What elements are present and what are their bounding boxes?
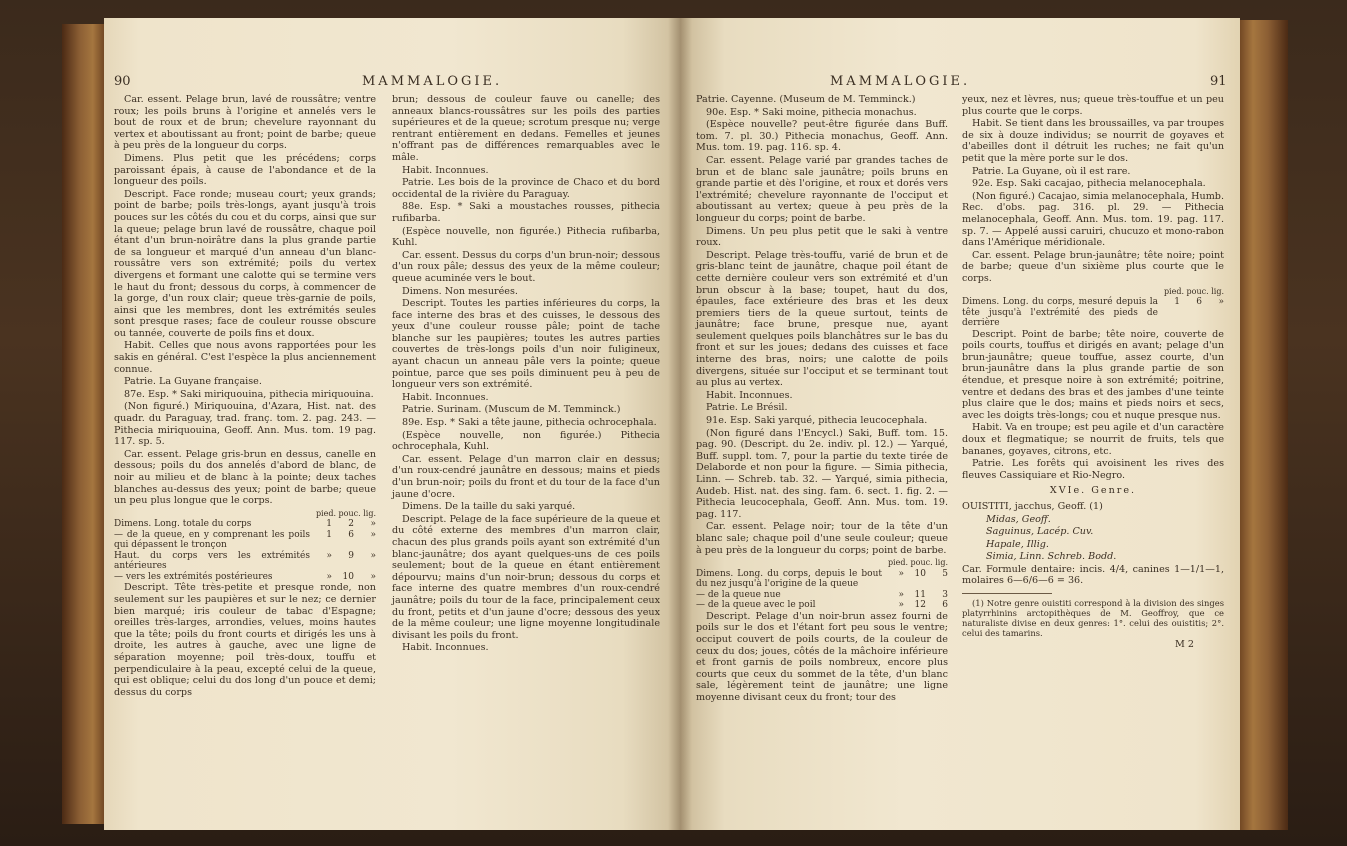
paragraph: (Non figuré.) Cacajao, simia melanocephala, Humb. Rec. d'obs. pag. 316. pl. 29. — Pithecia melanocephala, Geoff. Ann. Mus. tom. 19. pag. 117. sp. 7. — Appelé aussi caruiri, chucuzo et mono-rabon dans l'Amérique méridionale. xyxy=(962,190,1224,249)
paragraph: Habit. Inconnues. xyxy=(402,391,489,403)
measurement-row: Dimens. Long. du corps, mesuré depuis la tête jusqu'à l'extrémité des pieds de derrière 1 6 » xyxy=(962,297,1224,329)
paragraph: Descript. Pelage de la face supérieure de la queue et du côté externe des membres d'un marron clair, chacun des plus grands poils ayant son extrémité d'un blanc-jaunâtre; dos ayant quelques-uns de ces poils seulement; bout de la queue en étant entièrement dépourvu; mains d'un noir-brun; dessous du corps et face interne des quatre membres d'un roux-cendré jaunâtre; poils du tour de la face, principalement ceux du front, petits et d'un jaune d'ocre; dessous des yeux de la même couleur; une ligne moyenne longitudinale divisant les poils du front. xyxy=(392,513,660,641)
paragraph: Habit. Inconnues. xyxy=(402,642,489,654)
paragraph: Dimens. Non mesurées. xyxy=(402,285,518,297)
left-book-cover-edge xyxy=(62,24,106,824)
dental-formula: Car. Formule dentaire: incis. 4/4, canines 1—1/1—1, molaires 6—6/6—6 = 36. xyxy=(962,563,1224,587)
genus-name: OUISTITI, jacchus, Geoff. (1) xyxy=(962,500,1103,512)
species-heading: 90e. Esp. * Saki moine, pithecia monachus. xyxy=(706,106,917,118)
paragraph: Habit. Inconnues. xyxy=(402,164,489,176)
genus-synonym: Hapale, Illig. xyxy=(986,538,1049,550)
measure-units-header: pied. pouc. lig. xyxy=(887,558,948,568)
measurements-table xyxy=(696,569,948,611)
species-heading: 91e. Esp. Saki yarqué, pithecia leucocephala. xyxy=(706,415,928,427)
signature-mark: M 2 xyxy=(1175,639,1194,651)
paragraph: Patrie. Surinam. (Muscum de M. Temminck.) xyxy=(402,404,621,416)
measurements-table xyxy=(114,519,376,582)
species-heading: 92e. Esp. Saki cacajao, pithecia melanocephala. xyxy=(972,178,1206,190)
paragraph: Dimens. Un peu plus petit que le saki à ventre roux. xyxy=(696,225,948,249)
paragraph: Descript. Point de barbe; tête noire, couverte de poils courts, touffus et dirigés en avant; pelage d'un brun-jaunâtre; queue touffue, assez courte, d'un brun-jaunâtre dans la plus grande partie de son étendue, et presque noire à son extrémité; poitrine, ventre et dedans des bras et des jambes d'une teinte plus claire que le dos; mains et pieds noirs et secs, avec les doigts très-longs; cou et nuque presque nus. xyxy=(962,328,1224,421)
paragraph: yeux, nez et lèvres, nus; queue très-touffue et un peu plus courte que le corps. xyxy=(962,94,1224,117)
footnote: (1) Notre genre ouistiti correspond à la division des singes platyrrhinins arctopithèques de M. Geoffroy, que ce naturaliste divise en deux genres: 1°. celui des ouistitis; 2°. celui des tamarins. xyxy=(962,598,1224,639)
left-running-title: MAMMALOGIE. xyxy=(362,74,503,89)
measurement-row: Haut. du corps vers les extrémités antérieures » 9 » xyxy=(114,550,376,572)
measure-units-header: pied. pouc. lig. xyxy=(1163,286,1224,296)
measurement-row: Dimens. Long. totale du corps 1 2 » xyxy=(114,519,376,530)
paragraph: Car. essent. Pelage brun, lavé de roussâtre; ventre roux; les poils bruns à l'origine et annelés vers le bout de roux et de brun; chevelure rayonnant du vertex et aboutissant au front; point de barbe; queue à peu près de la longueur du corps. xyxy=(114,94,376,152)
measurements-table xyxy=(962,297,1224,329)
right-page-column-2 xyxy=(962,94,1224,652)
paragraph: Car. essent. Pelage gris-brun en dessus, canelle en dessous; poils du dos annelés d'abord de blanc, de noir au milieu et de blanc à la pointe; deux taches blanches au-dessus des yeux; point de barbe; queue un peu plus longue que le corps. xyxy=(114,448,376,507)
paragraph: (Non figuré.) Miriquouina, d'Azara, Hist. nat. des quadr. du Paraguay, trad. franç. tom. 2. pag. 243. — Pithecia miriquouina, Geoff. Ann. Mus. tom. 19 pag. 117. sp. 5. xyxy=(114,401,376,448)
left-page-number: 90 xyxy=(114,74,131,89)
measurement-row: Dimens. Long. du corps, depuis le bout du nez jusqu'à l'origine de la queue » 10 5 xyxy=(696,568,948,590)
paragraph: Patrie. Le Brésil. xyxy=(706,402,788,414)
paragraph: Car. essent. Pelage noir; tour de la tête d'un blanc sale; chaque poil d'une seule couleur; queue à peu près de la longueur du corps; point de barbe. xyxy=(696,521,948,556)
left-page-column-1 xyxy=(114,94,376,699)
species-heading: 87e. Esp. * Saki miriquouina, pithecia miriquouina. xyxy=(124,388,374,400)
right-page xyxy=(680,18,1240,830)
paragraph: brun; dessous de couleur fauve ou canelle; des anneaux blancs-roussâtres sur les poils des parties supérieures et de la queue; scrotum presque nu; verge rentrant entièrement en dedans. Femelles et jeunes n'offrant pas de différences remarquables avec le mâle. xyxy=(392,94,660,163)
species-heading: 88e. Esp. * Saki a moustaches rousses, pithecia rufibarba. xyxy=(392,201,660,224)
measurement-row: — de la queue nue » 11 3 xyxy=(696,589,948,600)
paragraph: (Espèce nouvelle, non figurée.) Pithecia rufibarba, Kuhl. xyxy=(392,225,660,249)
right-book-cover-edge xyxy=(1238,20,1288,830)
paragraph: Descript. Toutes les parties inférieures du corps, la face interne des bras et des cuisses, le dessous des yeux d'une couleur rousse pâle; point de tache blanche sur les paupières; toutes les autres parties couvertes de très-longs poils d'un noir fuligineux, ayant chacun un anneau pâle vers la pointe; queue pointue, parce que ses poils diminuent peu à peu de longueur vers son extrémité. xyxy=(392,298,660,391)
paragraph: Habit. Se tient dans les broussailles, va par troupes de six à douze individus; se nourrit de goyaves et d'abeilles dont il détruit les ruches; ne fait qu'un petit que la mère porte sur le dos. xyxy=(962,118,1224,164)
paragraph: Patrie. Cayenne. (Museum de M. Temminck.) xyxy=(696,94,916,105)
left-page xyxy=(104,18,680,830)
right-page-column-1 xyxy=(696,94,948,705)
paragraph: Habit. Va en troupe; est peu agile et d'un caractère doux et flegmatique; se nourrit de fruits, tels que bananes, goyaves, citrons, etc. xyxy=(962,422,1224,457)
footnote-rule xyxy=(962,593,1052,594)
measurement-row: — de la queue avec le poil » 12 6 xyxy=(696,600,948,611)
paragraph: Dimens. Plus petit que les précédens; corps paroissant épais, à cause de l'abondance et de la longueur des poils. xyxy=(114,152,376,188)
species-heading: 89e. Esp. * Saki a tête jaune, pithecia ochrocephala. xyxy=(402,417,657,429)
paragraph: Patrie. Les forêts qui avoisinent les rives des fleuves Cassiquiare et Rio-Negro. xyxy=(962,458,1224,481)
measurement-row: — vers les extrémités postérieures » 10 » xyxy=(114,571,376,582)
left-page-column-2 xyxy=(392,94,660,655)
paragraph: (Espèce nouvelle, non figurée.) Pithecia ochrocephala, Kuhl. xyxy=(392,429,660,453)
paragraph: Patrie. La Guyane, où il est rare. xyxy=(972,165,1131,177)
paragraph: Patrie. Les bois de la province de Chaco et du bord occidental de la rivière du Paraguay. xyxy=(392,177,660,200)
right-page-number: 91 xyxy=(1210,74,1227,89)
paragraph: Habit. Celles que nous avons rapportées pour les sakis en général. C'est l'espèce la plus anciennement connue. xyxy=(114,340,376,375)
paragraph: (Non figuré dans l'Encycl.) Saki, Buff. tom. 15. pag. 90. (Descript. du 2e. indiv. pl. 12.) — Yarqué, Buff. suppl. tom. 7, pour la partie du texte tirée de Delaborde et non pour la figure. — Simia pithecia, Linn. — Schreb. tab. 32. — Yarqué, simia pithecia, Audeb. Hist. nat. des sing. fam. 6. sect. 1. fig. 2. — Pithecia leucocephala, Geoff. Ann. Mus. tom. 19. pag. 117. xyxy=(696,427,948,520)
paragraph: Car. essent. Pelage brun-jaunâtre; tête noire; point de barbe; queue d'un sixième plus courte que le corps. xyxy=(962,249,1224,284)
paragraph: Descript. Pelage très-touffu, varié de brun et de gris-blanc teint de jaunâtre, chaque poil étant de cette dernière couleur vers son extrémité et d'un brun obscur à la base; toupet, haut du dos, épaules, face extérieure des bras et les deux premiers tiers de la queue surtout, teints de jaunâtre; face brune, presque nue, ayant seulement quelques poils blanchâtres sur le bas du front et sur les joues; dedans des cuisses et face interne des bras, noirs; une calotte de poils divergens, située sur l'occiput et se terminant tout au plus au vertex. xyxy=(696,249,948,389)
genus-synonym: Saguinus, Lacép. Cuv. xyxy=(986,526,1094,538)
measure-units-header: pied. pouc. lig. xyxy=(315,508,376,518)
paragraph: Dimens. De la taille du saki yarqué. xyxy=(402,501,576,513)
paragraph: Car. essent. Pelage varié par grandes taches de brun et de blanc sale jaunâtre; poils bruns en grande partie et dès l'origine, et roux et dorés vers l'extrémité; chevelure rayonnante de l'occiput et aboutissant au vertex; queue à peu près de la longueur du corps; point de barbe. xyxy=(696,154,948,224)
paragraph: Descript. Pelage d'un noir-brun assez fourni de poils sur le dos et l'étant fort peu sous le ventre; occiput couvert de poils courts, de la couleur de ceux du dos; joues, côtés de la mâchoire inférieure et front garnis de poils nombreux, encore plus courts que ceux du sommet de la tête, d'un blanc sale, légèrement teint de jaunâtre; une ligne moyenne divisant ceux du front; tour des xyxy=(696,610,948,703)
book-gutter-shadow xyxy=(668,18,692,830)
paragraph: Habit. Inconnues. xyxy=(706,389,793,401)
genus-synonym: Midas, Geoff. xyxy=(986,513,1051,525)
genus-heading: XVIe. Genre. xyxy=(1049,485,1137,497)
genus-synonym: Simia, Linn. Schreb. Bodd. xyxy=(986,551,1117,563)
paragraph: Car. essent. Pelage d'un marron clair en dessus; d'un roux-cendré jaunâtre en dessous; mains et pieds d'un brun-noir; poils du front et du tour de la face d'un jaune d'ocre. xyxy=(392,453,660,500)
measurement-row: — de la queue, en y comprenant les poils qui dépassent le tronçon 1 6 » xyxy=(114,529,376,551)
paragraph: Descript. Face ronde; museau court; yeux grands; point de barbe; poils très-longs, ayant jusqu'à trois pouces sur les côtés du cou et du corps, ainsi que sur la queue; pelage brun lavé de roussâtre, chaque poil étant d'un brun-noirâtre dans la plus grande partie de sa longueur et marqué d'un anneau d'un blanc-roussâtre vers son extrémité; poils du vertex divergens et formant une calotte qui se termine vers le haut du front; dessous du corps, à commencer de la gorge, d'un roux clair; queue très-garnie de poils, ainsi que les membres, dont les extrémités seules sont presque rases; face de couleur rousse obscure ou tannée, couverte de poils fins et doux. xyxy=(114,188,376,339)
paragraph: (Espèce nouvelle? peut-être figurée dans Buff. tom. 7. pl. 30.) Pithecia monachus, Geoff. Ann. Mus. tom. 19. pag. 116. sp. 4. xyxy=(696,119,948,154)
right-running-title: MAMMALOGIE. xyxy=(830,74,971,89)
paragraph: Descript. Tête très-petite et presque ronde, non seulement sur les paupières et sur le nez; ce dernier bien marqué; iris couleur de tabac d'Espagne; oreilles très-larges, arrondies, velues, moins hautes que la tête; poils du front courts et dirigés les uns à droite, les autres à gauche, avec une ligne de séparation moyenne; poil très-doux, touffu et perpendiculaire à la peau, excepté celui de la queue, qui est oblique; celui du dos long d'un pouce et demi; dessus du corps xyxy=(114,582,376,698)
paragraph: Car. essent. Dessus du corps d'un brun-noir; dessous d'un roux pâle; dessus des yeux de la même couleur; queue acuminée vers le bout. xyxy=(392,249,660,284)
paragraph: Patrie. La Guyane française. xyxy=(124,376,262,388)
